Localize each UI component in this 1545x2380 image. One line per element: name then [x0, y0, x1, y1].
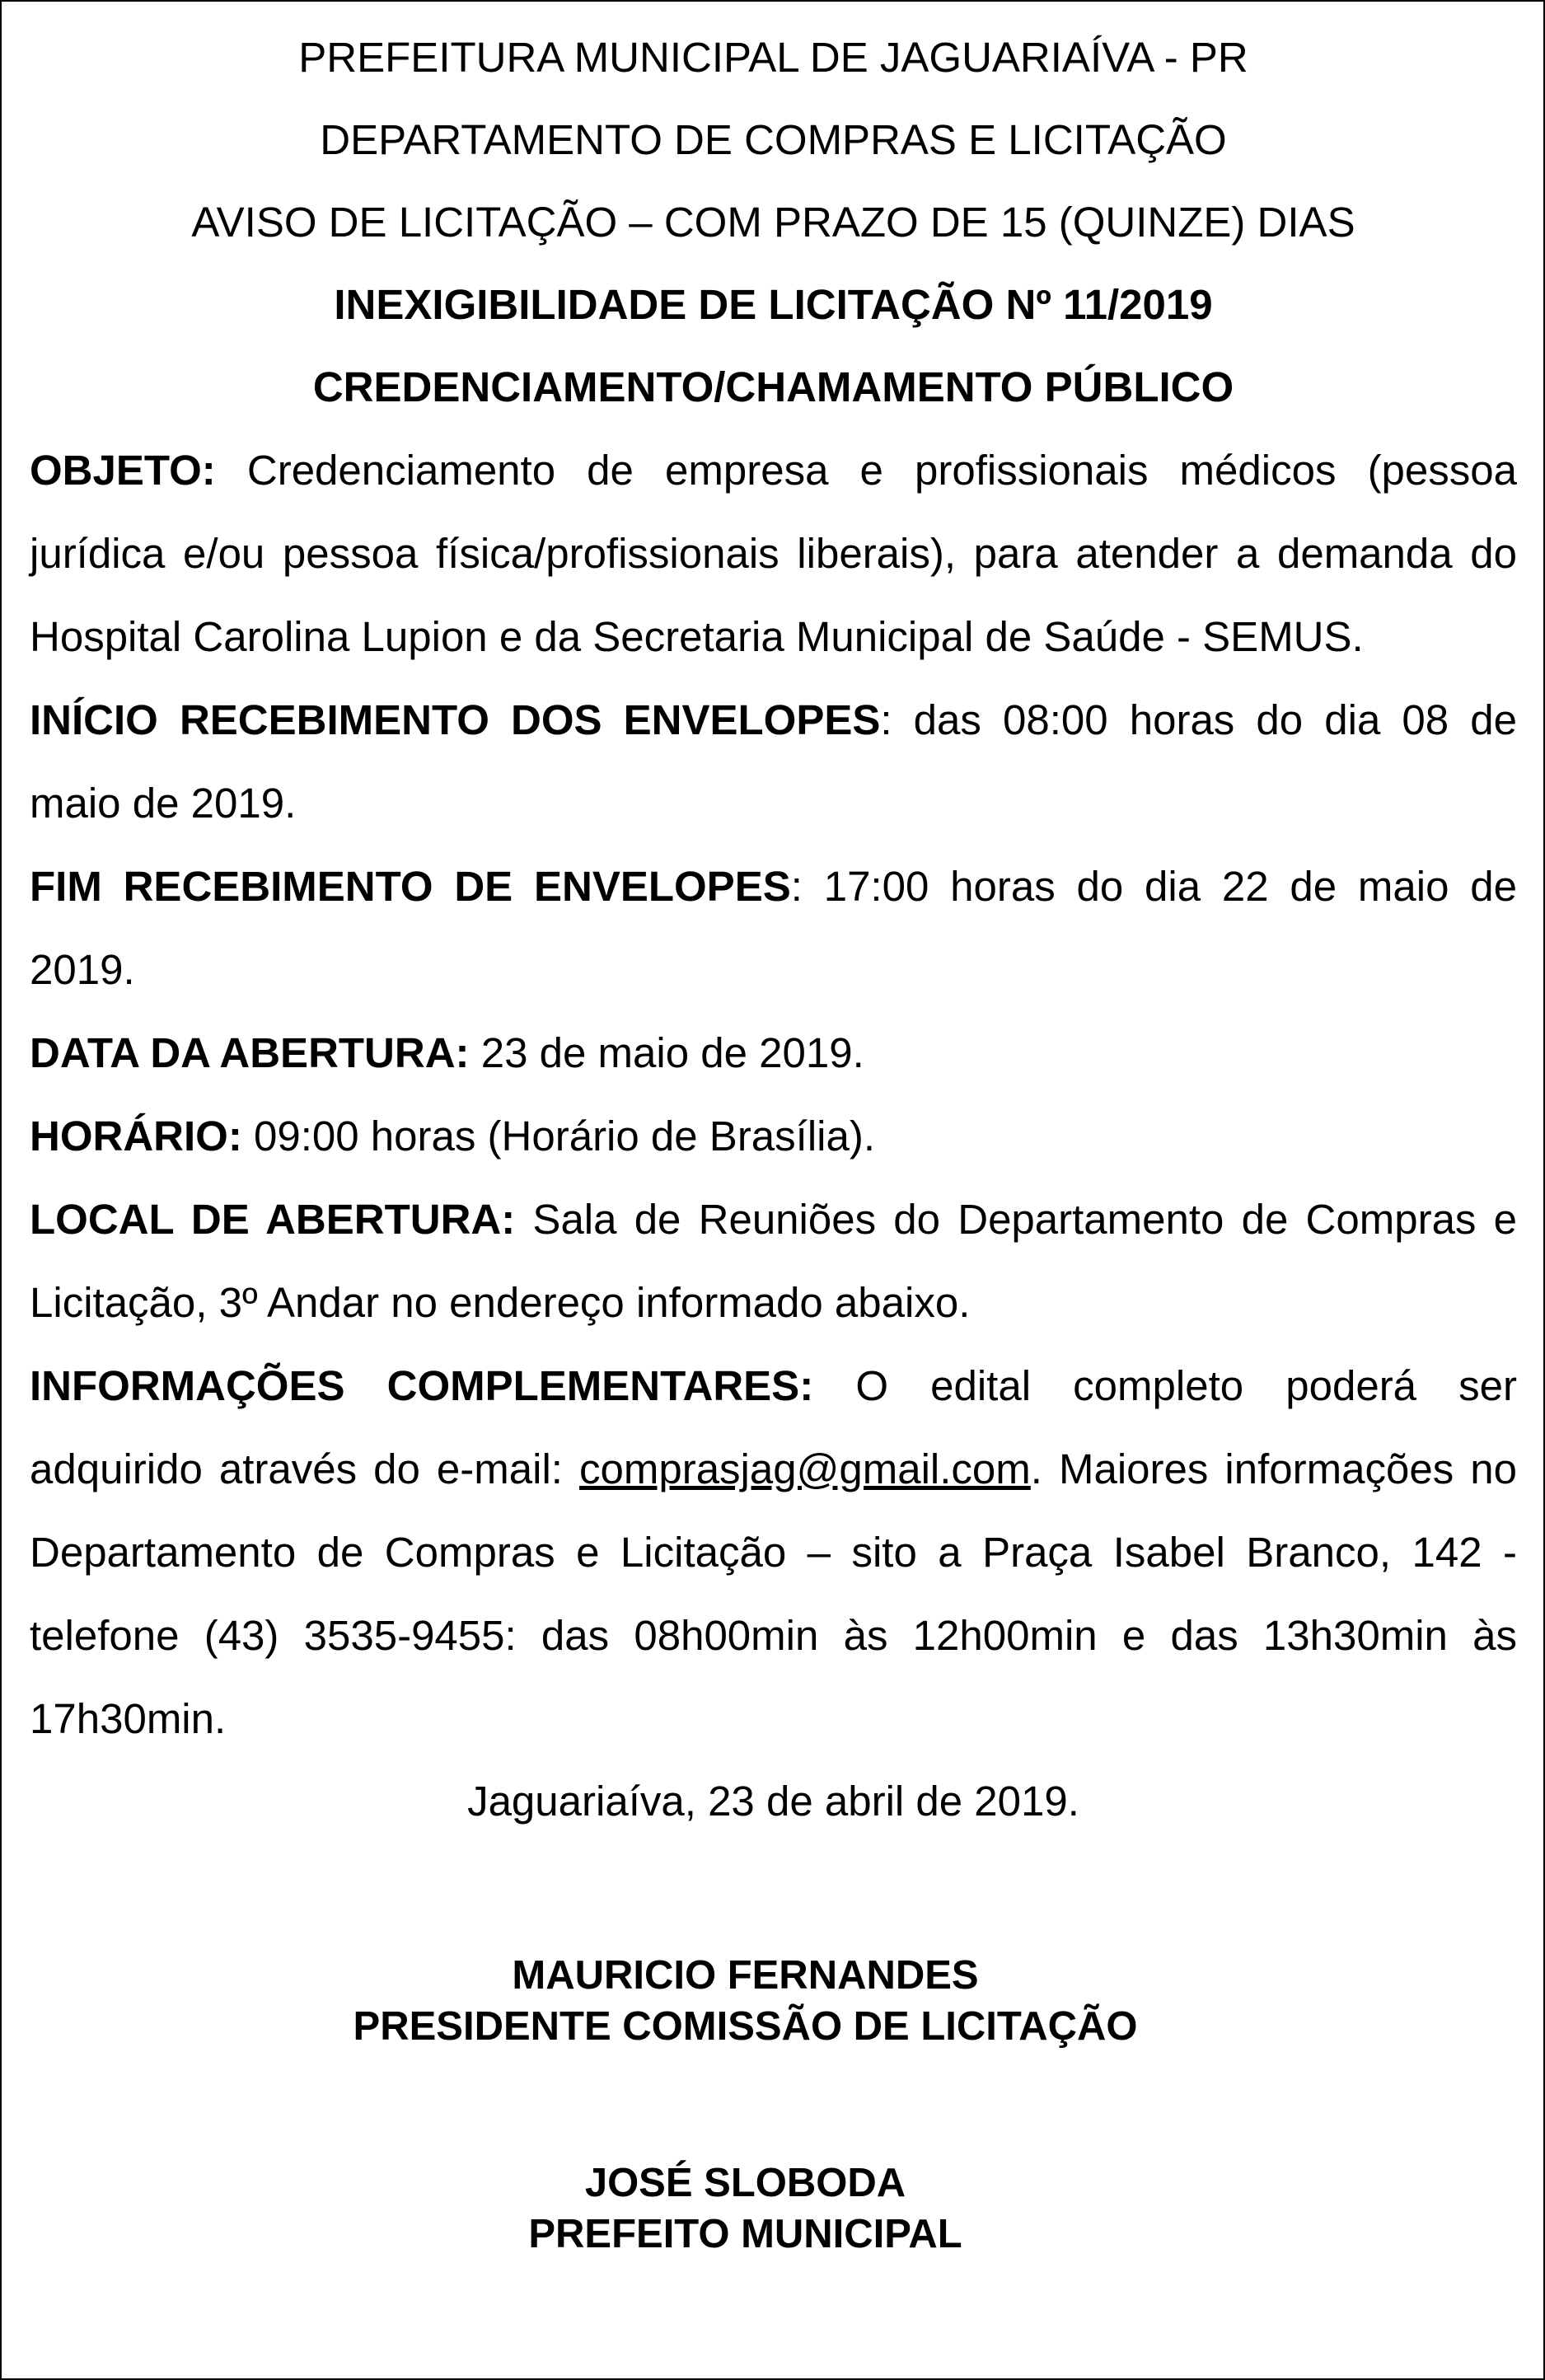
notice-title: AVISO DE LICITAÇÃO – COM PRAZO DE 15 (QUINZE) DIAS [191, 199, 1355, 246]
process-type: CREDENCIAMENTO/CHAMAMENTO PÚBLICO [312, 363, 1234, 410]
horario-paragraph [30, 1094, 1517, 1178]
signature-mayor-role: PREFEITO MUNICIPAL [528, 2212, 962, 2256]
inicio-text: : das 08:00 horas do dia 08 de maio de 2019. [30, 696, 1517, 827]
signature-mayor-name: JOSÉ SLOBODA [584, 2161, 906, 2205]
date-line: Jaguariaíva, 23 de abril de 2019. [467, 1778, 1079, 1825]
horario-label: HORÁRIO: [30, 1113, 242, 1160]
signature-commission [2, 1950, 1489, 2052]
notice-body [30, 16, 1517, 1843]
data-abertura-label: DATA DA ABERTURA: [30, 1029, 470, 1076]
process-number: INEXIGIBILIDADE DE LICITAÇÃO Nº 11/2019 [334, 281, 1213, 328]
signature-mayor [2, 2157, 1489, 2260]
local-text: Sala de Reuniões do Departamento de Compras e Licitação, 3º Andar no endereço informado abaixo. [30, 1196, 1517, 1326]
informacoes-text-after: . Maiores informações no Departamento de Compras e Licitação – sito a Praça Isabel Branco, 142 - telefone (43) 3535-9455: das 08h00min às 12h00min e das 13h30min às 17h30min. [30, 1445, 1517, 1742]
informacoes-text-before: O edital completo poderá ser adquirido através do e-mail: [30, 1362, 1518, 1492]
fim-label: FIM RECEBIMENTO DE ENVELOPES [30, 863, 791, 910]
fim-text: : 17:00 horas do dia 22 de maio de 2019. [30, 863, 1518, 993]
data-abertura-text: 23 de maio de 2019. [480, 1029, 864, 1076]
data-abertura-paragraph [30, 1011, 1517, 1094]
local-label: LOCAL DE ABERTURA: [30, 1196, 516, 1243]
department-title: DEPARTAMENTO DE COMPRAS E LICITAÇÃO [320, 116, 1227, 163]
inicio-label: INÍCIO RECEBIMENTO DOS ENVELOPES [30, 696, 881, 743]
objeto-paragraph [30, 429, 1517, 678]
objeto-label: OBJETO: [30, 447, 216, 494]
signature-commission-name: MAURICIO FERNANDES [512, 1953, 979, 1998]
fim-paragraph [30, 845, 1517, 1011]
local-paragraph [30, 1178, 1517, 1344]
inicio-paragraph [30, 678, 1517, 845]
horario-text: 09:00 horas (Horário de Brasília). [254, 1113, 876, 1160]
municipality-title: PREFEITURA MUNICIPAL DE JAGUARIAÍVA - PR [298, 34, 1248, 81]
signature-commission-role: PRESIDENTE COMISSÃO DE LICITAÇÃO [353, 2004, 1138, 2049]
informacoes-paragraph [30, 1344, 1517, 1760]
email-link[interactable]: comprasjag@gmail.com [579, 1445, 1031, 1492]
objeto-text: Credenciamento de empresa e profissionais médicos (pessoa jurídica e/ou pessoa física/profissionais liberais), para atender a demanda do Hospital Carolina Lupion e da Secretaria Municipal de Saúde - SEMUS. [30, 447, 1518, 660]
informacoes-label: INFORMAÇÕES COMPLEMENTARES: [30, 1362, 814, 1409]
